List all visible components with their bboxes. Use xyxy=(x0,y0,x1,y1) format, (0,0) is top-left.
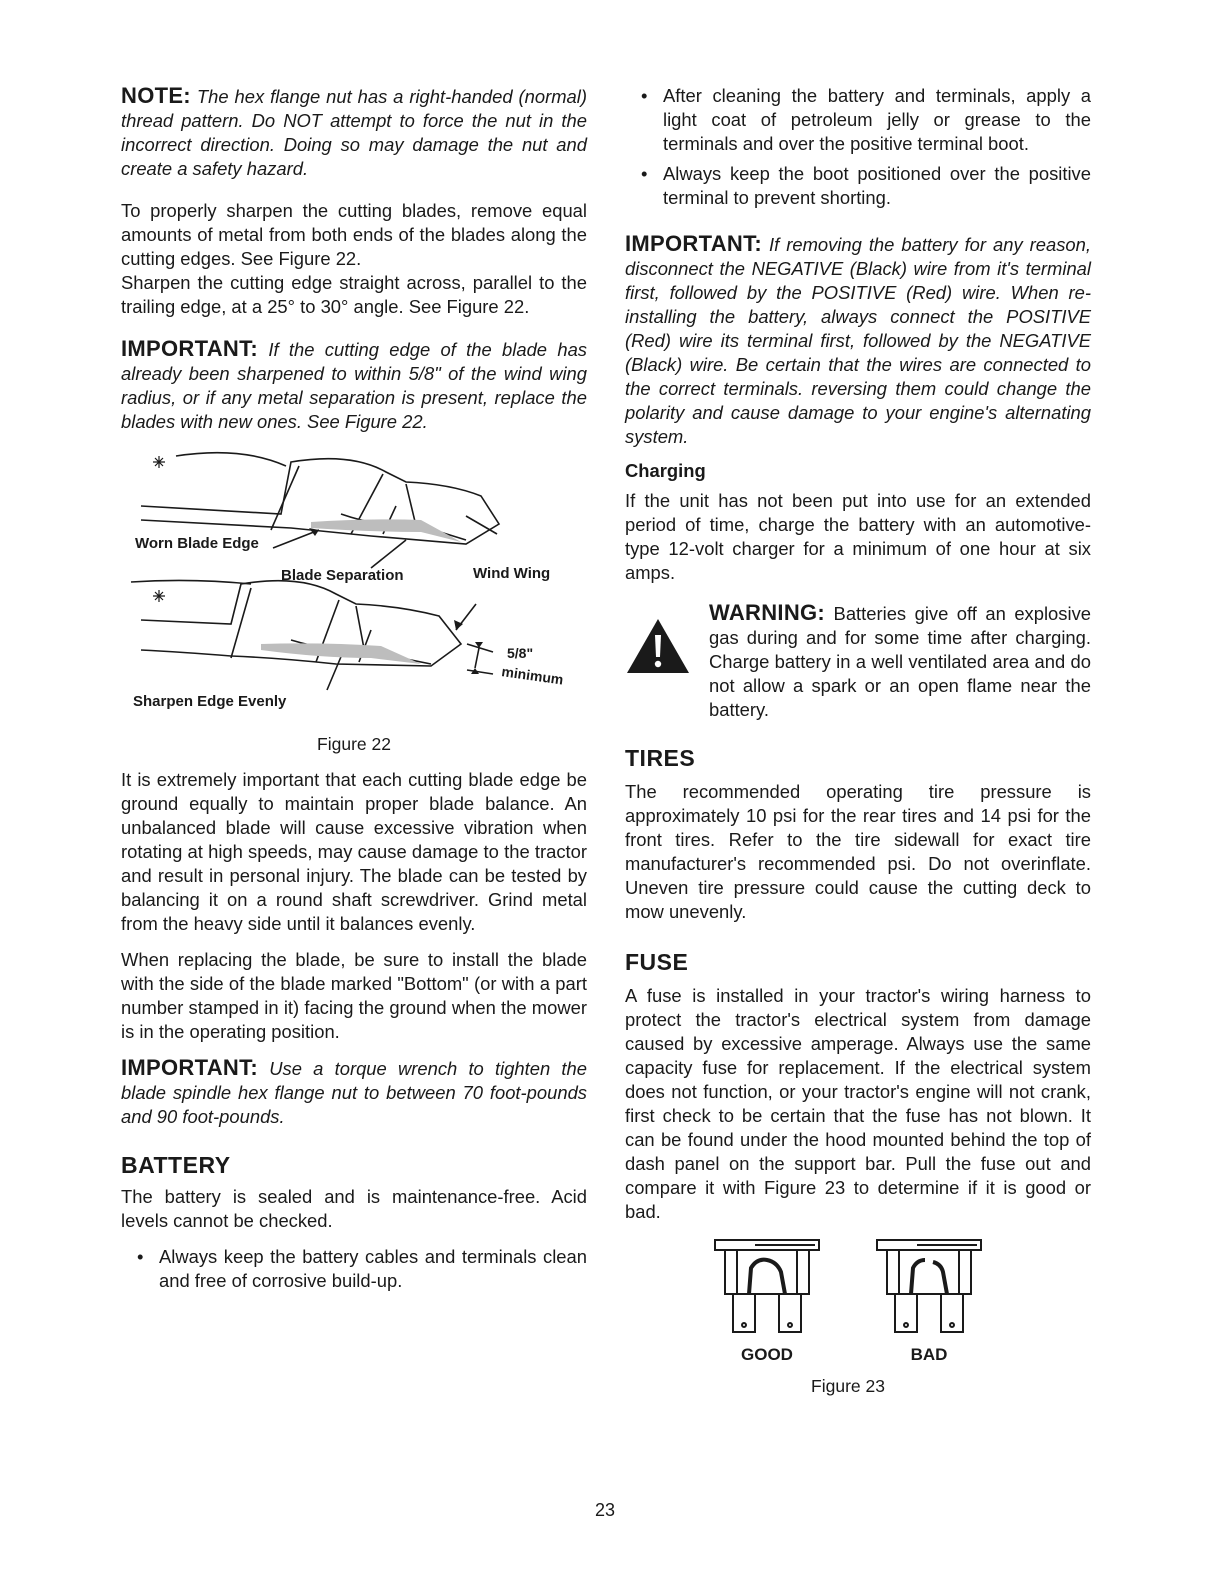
bolt-icon-upper xyxy=(153,456,165,468)
figure-23-fuse-diagram xyxy=(705,1238,1005,1398)
left-column xyxy=(121,84,587,1299)
important-label-2: IMPORTANT: xyxy=(121,1055,259,1080)
fuse-heading: FUSE xyxy=(625,949,689,975)
important-paragraph-1 xyxy=(121,337,587,434)
upper-blade-outline xyxy=(141,459,499,544)
warning-triangle-icon xyxy=(625,617,691,675)
label-worn-blade-edge: Worn Blade Edge xyxy=(135,535,259,552)
label-good: GOOD xyxy=(741,1345,793,1364)
good-fuse-icon xyxy=(715,1240,819,1332)
battery-bullet-1: • Always keep the battery cables and terminals clean and free of corrosive build-up. xyxy=(159,1245,587,1293)
warning-block xyxy=(625,601,1091,722)
note-text: The hex flange nut has a right-handed (normal) thread pattern. Do NOT attempt to force the nut in the incorrect direction. Doing so may damage the nut and create a safety hazard. xyxy=(121,86,587,179)
figure-22-caption: Figure 22 xyxy=(317,734,391,754)
important-paragraph-2 xyxy=(121,1056,587,1129)
note-label: NOTE: xyxy=(121,83,191,108)
note-paragraph xyxy=(121,84,587,181)
important-paragraph-3 xyxy=(625,232,1091,449)
battery-bullet-2: • After cleaning the battery and terminals, apply a light coat of petroleum jelly or grease to the terminals and over the positive terminal boot. xyxy=(663,84,1091,156)
charging-paragraph: If the unit has not been put into use for an extended period of time, charge the battery with an automotive-type 12-volt charger for a minimum of one hour at six amps. xyxy=(625,490,1091,583)
important-label-1: IMPORTANT: xyxy=(121,336,259,361)
label-minimum: minimum xyxy=(500,663,565,688)
tires-heading: TIRES xyxy=(625,745,696,771)
battery-heading: BATTERY xyxy=(121,1152,231,1178)
page-number: 23 xyxy=(594,1500,616,1520)
warning-label: WARNING: xyxy=(709,600,826,625)
sharpen-paragraph-1: To properly sharpen the cutting blades, remove equal amounts of metal from both ends of the blades along the cutting edges. See Figure 22. xyxy=(121,200,587,269)
important-label-3: IMPORTANT: xyxy=(625,231,763,256)
important-text-1: If the cutting edge of the blade has already been sharpened to within 5/8" of the wind wing radius, or if any metal separation is present, replace the blades with new ones. See Figure 22. xyxy=(121,339,587,432)
label-blade-separation: Blade Separation xyxy=(281,567,404,584)
warning-paragraph xyxy=(709,601,1091,722)
battery-bullet-list xyxy=(121,1245,587,1293)
label-bad: BAD xyxy=(910,1345,948,1364)
right-column xyxy=(625,84,1091,1398)
important-text-2: Use a torque wrench to tighten the blade spindle hex flange nut to between 70 foot-pounds and 90 foot-pounds. xyxy=(121,1058,587,1127)
label-5-8-inch: 5/8" xyxy=(507,645,534,661)
bad-fuse-icon xyxy=(877,1240,981,1332)
important-text-3: If removing the battery for any reason, disconnect the NEGATIVE (Black) wire from it's terminal first, followed by the POSITIVE (Red) wire. When re-installing the battery, always connect the POSITIVE (Red) wire its terminal first, followed by the NEGATIVE (Black) wire. Be certain that the wires are connected to the correct terminals. reversing them could change the polarity and cause damage to your engine's alternating system. xyxy=(625,234,1091,447)
battery-paragraph: The battery is sealed and is maintenance-free. Acid levels cannot be checked. xyxy=(121,1186,587,1231)
figure-23-caption: Figure 23 xyxy=(811,1376,885,1396)
fuse-paragraph: A fuse is installed in your tractor's wiring harness to protect the tractor's electrical system from damage caused by excessive amperage. Always use the same capacity fuse for replacement. If the electrical system does not function, or your tractor's engine will not crank, first check to be certain that the fuse has not blown. It can be found under the hood mounted behind the top of dash panel on the support bar. Pull the fuse out and compare it with Figure 23 to determine if it is good or bad. xyxy=(625,985,1091,1222)
bolt-icon-lower xyxy=(153,590,165,602)
replace-blade-paragraph: When replacing the blade, be sure to install the blade with the side of the blade marked "Bottom" (or with a part number stamped in it) facing the ground when the mower is in the operating position. xyxy=(121,949,587,1042)
label-wind-wing: Wind Wing xyxy=(473,565,551,582)
balance-paragraph: It is extremely important that each cutting blade edge be ground equally to maintain proper blade balance. An unbalanced blade will cause excessive vibration when rotating at high speeds, may cause damage to the tractor and result in personal injury. The blade can be tested by balancing it on a round shaft screwdriver. Grind metal from the heavy side until it balances evenly. xyxy=(121,769,587,934)
charging-heading: Charging xyxy=(625,460,706,481)
battery-bullet-3: • Always keep the boot positioned over the positive terminal to prevent shorting. xyxy=(663,162,1091,210)
tires-paragraph: The recommended operating tire pressure is approximately 10 psi for the rear tires and 14 psi for the front tires. Refer to the tire sidewall for exact tire manufacturer's recommended psi. Do not overinflate. Uneven tire pressure could cause the cutting deck to mow unevenly. xyxy=(625,781,1091,922)
sharpen-paragraph-2: Sharpen the cutting edge straight across, parallel to the trailing edge, at a 25° to 30° angle. See Figure 22. xyxy=(121,272,587,317)
label-sharpen-edge-evenly: Sharpen Edge Evenly xyxy=(133,693,287,710)
warning-text: Batteries give off an explosive gas during and for some time after charging. Charge battery in a well ventilated area and do not allow a spark or an open flame near the battery. xyxy=(709,603,1091,720)
battery-bullet-list-continued xyxy=(625,84,1091,210)
figure-22-blade-diagram xyxy=(121,444,587,714)
